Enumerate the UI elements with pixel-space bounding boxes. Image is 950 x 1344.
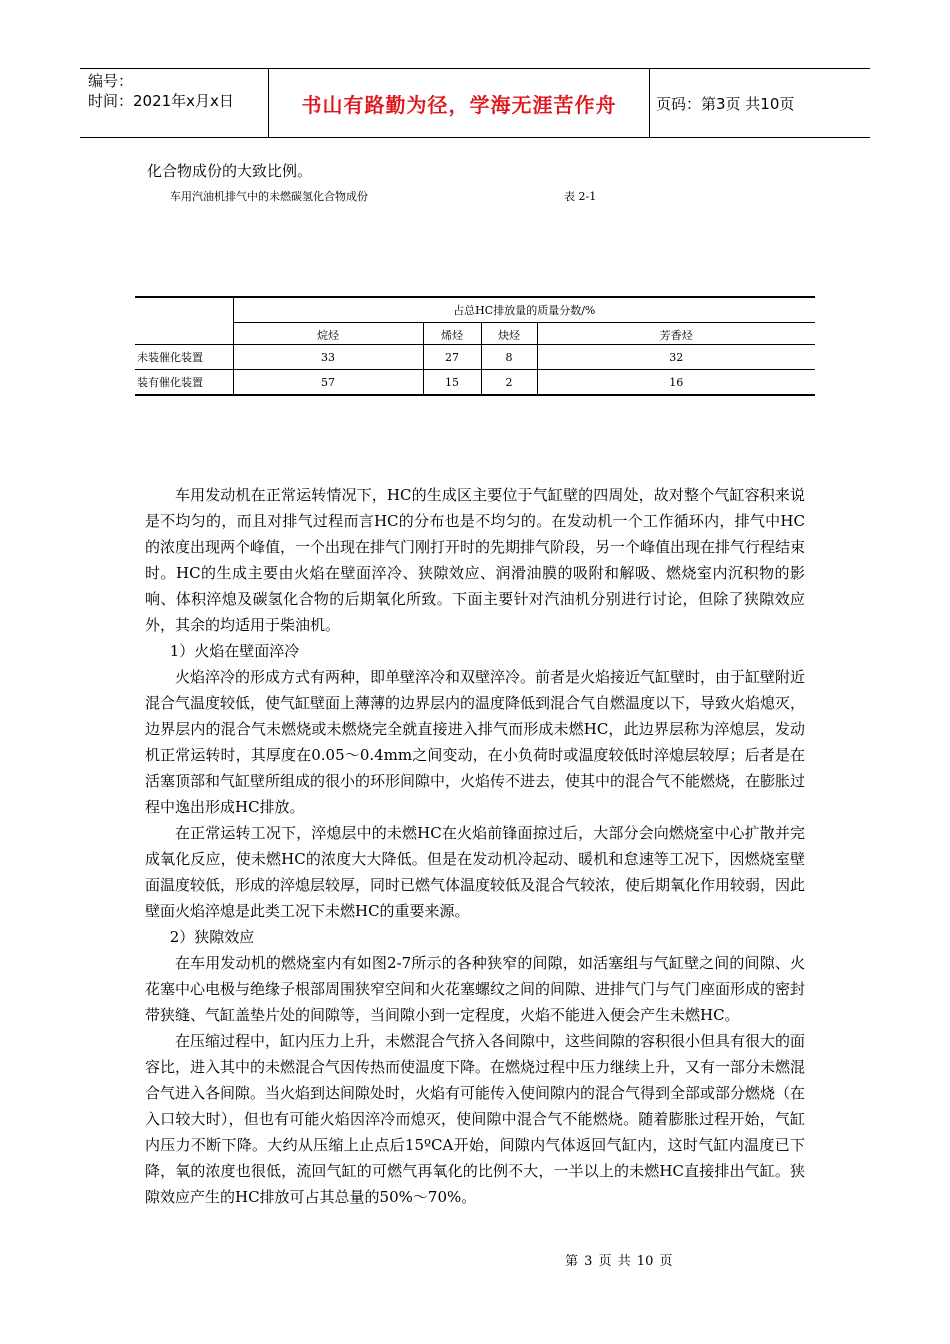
table-corner-cell	[135, 297, 233, 323]
document-date: 时间：2021年x月x日	[88, 92, 234, 110]
paragraph: 在正常运转工况下，淬熄层中的未燃HC在火焰前锋面掠过后，大部分会向燃烧室中心扩散并完成氧化反应，使未燃HC的浓度大大降低。但是在发动机冷起动、暖机和怠速等工况下，因燃烧室壁面温度较低，形成的淬熄层较厚，同时已燃气体温度较低及混合气较浓，使后期氧化作用较弱，因此壁面火焰淬熄是此类工况下未燃HC的重要来源。	[145, 824, 806, 920]
intro-line: 化合物成份的大致比例。	[147, 162, 313, 180]
row-label: 未装催化装置	[135, 345, 233, 370]
paragraph: 在车用发动机的燃烧室内有如图2-7所示的各种狭窄的间隙，如活塞组与气缸壁之间的间隙、火花塞中心电极与绝缘子根部周围狭窄空间和火花塞螺纹之间的间隙、进排气门与气门座面形成的密封带狭缝、气缸盖垫片处的间隙等，当间隙小到一定程度，火焰不能进入便会产生未燃HC。	[145, 954, 806, 1024]
paragraph: 在压缩过程中，缸内压力上升，未燃混合气挤入各间隙中，这些间隙的容积很小但具有很大的面容比，进入其中的未燃混合气因传热而使温度下降。在燃烧过程中压力继续上升，又有一部分未燃混合气进入各间隙。当火焰到达间隙处时，火焰有可能传入使间隙内的混合气得到全部或部分燃烧（在入口较大时），但也有可能火焰因淬冷而熄灭，使间隙中混合气不能燃烧。随着膨胀过程开始，气缸内压力不断下降。大约从压缩上止点后15ºCA开始，间隙内气体返回气缸内，这时气缸内温度已下降，氧的浓度也很低，流回气缸的可燃气再氧化的比例不大，一半以上的未燃HC直接排出气缸。狭隙效应产生的HC排放可占其总量的50%～70%。	[145, 1032, 806, 1206]
col-header: 芳香烃	[537, 323, 815, 345]
section-heading: 1）火焰在壁面淬冷	[169, 642, 300, 660]
paragraph: 车用发动机在正常运转情况下，HC的生成区主要位于气缸壁的四周处，故对整个气缸容积来说是不均匀的，而且对排气过程而言HC的分布也是不均匀的。在发动机一个工作循环内，排气中HC的浓度出现两个峰值，一个出现在排气门刚打开时的先期排气阶段，另一个峰值出现在排气行程结束时。HC的生成主要由火焰在壁面淬冷、狭隙效应、润滑油膜的吸附和解吸、燃烧室内沉积物的影响、体积淬熄及碳氢化合物的后期氧化所致。下面主要针对汽油机分别进行讨论，但除了狭隙效应外，其余的均适用于柴油机。	[145, 486, 806, 634]
table-row	[135, 345, 815, 370]
paragraph: 火焰淬冷的形成方式有两种，即单壁淬冷和双壁淬冷。前者是火焰接近气缸壁时，由于缸壁附近混合气温度较低，使气缸壁面上薄薄的边界层内的温度降低到混合气自燃温度以下，导致火焰熄灭，边界层内的混合气未燃烧或未燃烧完全就直接进入排气而形成未燃HC，此边界层称为淬熄层，发动机正常运转时，其厚度在0.05～0.4mm之间变动，在小负荷时或温度较低时淬熄层较厚；后者是在活塞顶部和气缸壁所组成的很小的环形间隙中，火焰传不进去，使其中的混合气不能燃烧，在膨胀过程中逸出形成HC排放。	[145, 668, 806, 816]
table-row	[135, 370, 815, 396]
header-page-info	[648, 69, 870, 137]
table-cell: 15	[423, 370, 481, 396]
page-info-text: 页码：第3页 共10页	[656, 94, 795, 113]
table-cell: 27	[423, 345, 481, 370]
document-number-label: 编号：	[88, 72, 134, 90]
page-header	[80, 68, 870, 138]
col-header: 烯烃	[423, 323, 481, 345]
section-heading: 2）狭隙效应	[169, 928, 255, 946]
body-text	[145, 482, 805, 1210]
table-cell: 8	[481, 345, 537, 370]
col-header: 烷烃	[233, 323, 423, 345]
table-cell: 33	[233, 345, 423, 370]
table-caption: 车用汽油机排气中的未燃碳氢化合物成份	[170, 190, 368, 203]
table-cell: 2	[481, 370, 537, 396]
col-header: 炔烃	[481, 323, 537, 345]
table-empty-cell	[135, 323, 233, 345]
header-meta	[80, 69, 268, 137]
hc-composition-table	[135, 296, 815, 396]
table-cell: 16	[537, 370, 815, 396]
table-cell: 57	[233, 370, 423, 396]
row-label: 装有催化装置	[135, 370, 233, 396]
table-cell: 32	[537, 345, 815, 370]
header-motto: 书山有路勤为径，学海无涯苦作舟	[268, 69, 650, 137]
page-footer: 第 3 页 共 10 页	[565, 1254, 673, 1269]
table-number: 表 2-1	[564, 190, 597, 203]
table-group-header: 占总HC排放量的质量分数/%	[233, 297, 815, 323]
